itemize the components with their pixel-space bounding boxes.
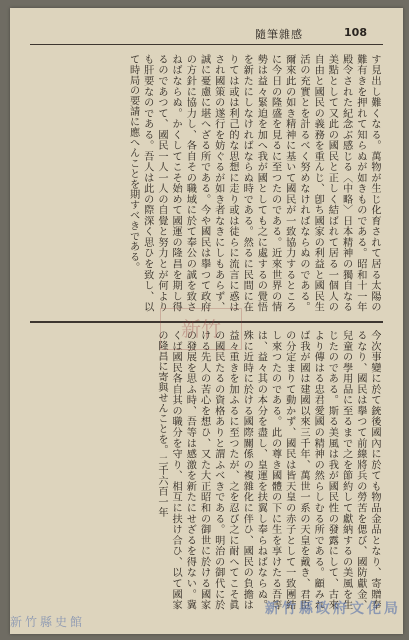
page-number: 108 xyxy=(344,26,367,39)
article-paragraph: す見出し難くなる。萬物が生じ化育されて居る太陽の難有きを押れて知らぬが如きものである。昭和十一年殿令された紀念ぶ感じる〈中略〉日本精神の獨自なる美點として又此の國民と正しく結ばれて居る一個人の自由と國民の義務を重んじ、卽ち國家の利益と國民生活の充實とを計るべく努めなければならぬのである。爾來此の如き精神に基いて國民が一致協力するところに今日の隆盛を見るに至つたのである。近來世界の情勢は益々緊迫を加へ我が國としても之に處するの覺悟を新たにしなければならぬ時である。然るに民間に在りては或は利己的な思想に走り或は徒らに流言に惑はされ國策の遂行を妨ぐるが如き者なきにしもあらず、誠に憂慮に堪へざる所である。今や國民は擧つて政府の方針に協力し、各自その職域に於て奉公の誠を致さねばならぬ。かくしてこそ始めて國運の隆昌を期し得るのであつて、國民一人一人の自覺と努力とが何よりも肝要なのである。吾人は此の際深く思ひを致し、以て時局の要請に應へんことを期すべきである。 xyxy=(127,54,380,312)
header-rule xyxy=(30,44,383,45)
watermark-cultural-bureau: 新竹縣政府文化局 xyxy=(265,601,401,617)
document-page xyxy=(10,8,403,634)
article-bottom-section xyxy=(32,330,381,610)
library-stamp: 新竹 xyxy=(160,308,242,350)
article-paragraph: 今次事變に於て銃後國內に於ても物品金品となり、寄贈奉るなり、國民は擧つて前線將兵の勞苦を偲び、國防獻金、兒童の學用品に至るまで之を節約して獻納するの美風を生じたのである。斯る美風は我が國民性の發露にして、古來より傳はる忠君愛國の精神の然らしむる所である。顧みれば我が國は建國以來三千年、萬世一系の天皇を戴き、君臣の分定まりて動かず、國民は皆天皇の赤子として一致團結し來つたのである。此の尊き國體の下に生を享けたる吾等は、益々其の本分を盡し、皇運を扶翼し奉らねばならぬ。殊に近時に於ける國際關係の複雜化に伴ひ、國民の負擔は益々重きを加ふるに至つたが、之を忍び之に耐へてこそ眞の國民たるの資格ありと謂ふべきである。明治の御代に於ける先人の苦心を想ひ、又た大正昭和の御世に於ける國家の發展を思ふ時、吾等は感激を新たにせざるを得ない。冀くば國民各自其の職分を守り、相互に扶け合ひ、以て國家の隆昌に寄與せんことを。二千六百一年 xyxy=(155,330,380,610)
article-top-section xyxy=(32,54,381,312)
watermark-history-museum: 新竹縣史館 xyxy=(10,615,86,629)
running-header-title: 隨筆雜感 xyxy=(255,28,303,41)
